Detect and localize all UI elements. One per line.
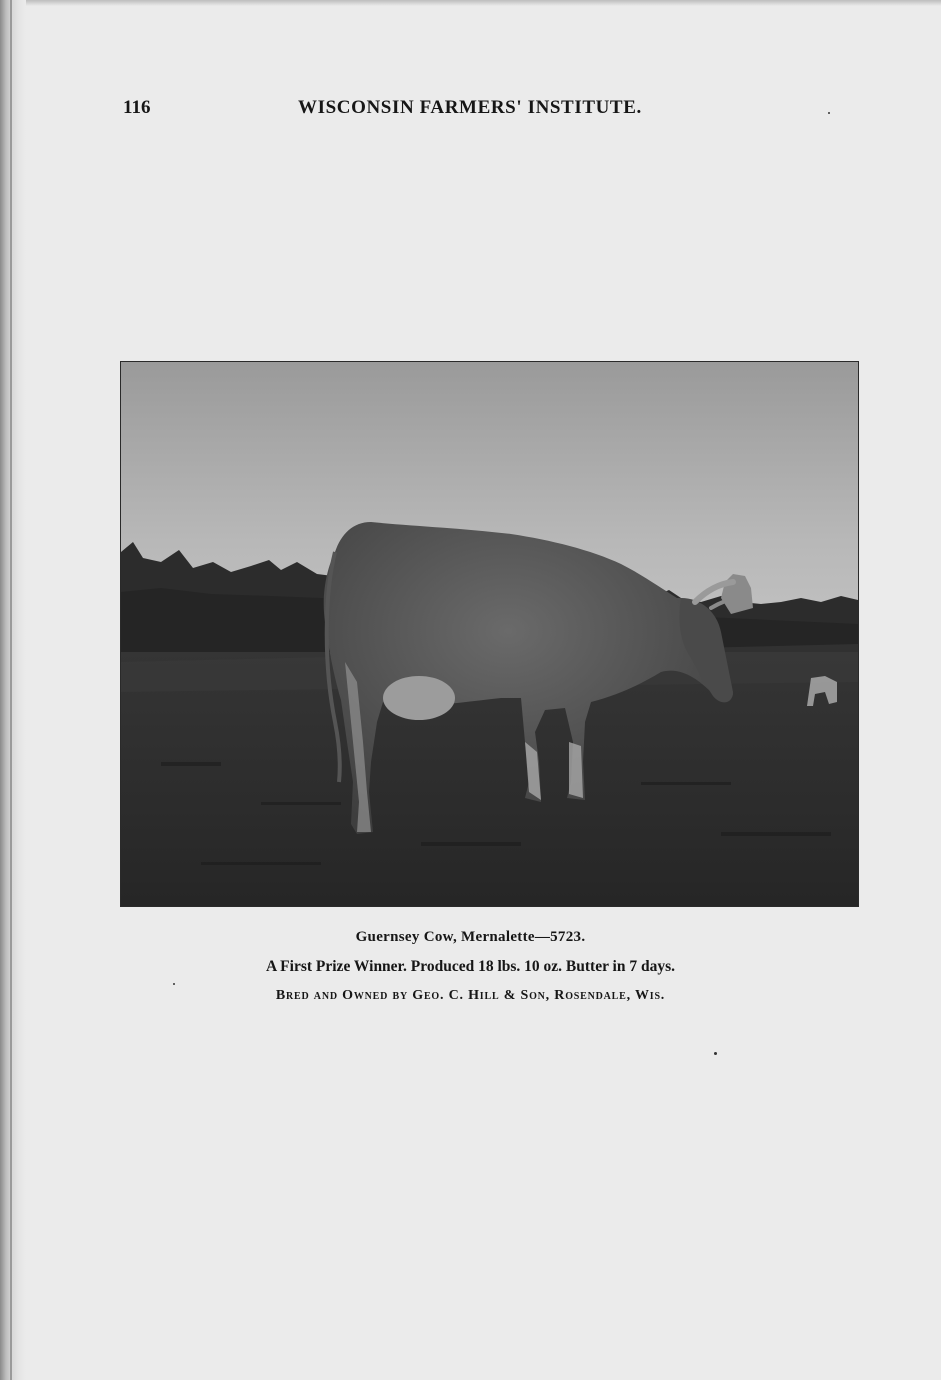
page-top-edge: [0, 0, 941, 6]
binding-line: [10, 0, 12, 1380]
print-speck: [828, 112, 830, 114]
page-number: 116: [123, 97, 151, 118]
plate-caption-title: Guernsey Cow, Mernalette—5723.: [355, 929, 586, 945]
print-speck: [714, 1052, 717, 1055]
print-speck: [173, 983, 175, 985]
plate-caption-breeder: Bred and Owned by Geo. C. Hill & Son, Rosendale, Wis.: [275, 988, 666, 1003]
plate-caption-record: A First Prize Winner. Produced 18 lbs. 10 oz. Butter in 7 days.: [265, 958, 676, 975]
cow-photograph: [120, 361, 859, 907]
page-binding-shadow: [0, 0, 26, 1380]
running-title: WISCONSIN FARMERS' INSTITUTE.: [298, 97, 642, 118]
